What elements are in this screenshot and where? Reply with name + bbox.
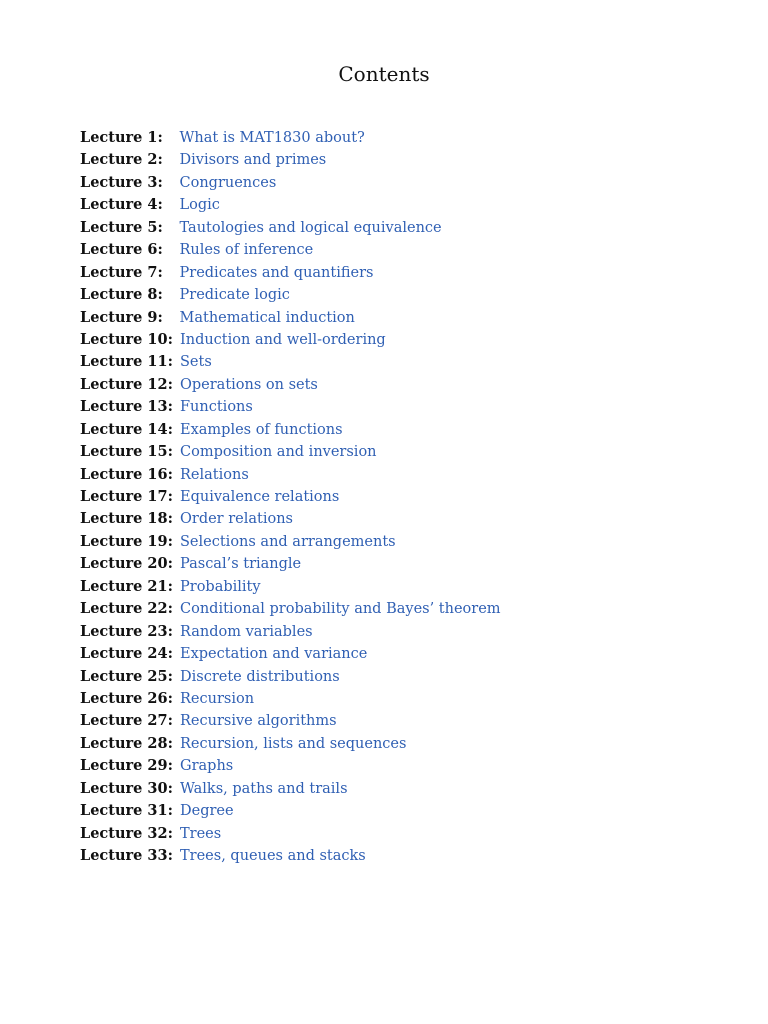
toc-entry-link[interactable]: Predicate logic [179,287,290,304]
toc-entry-link[interactable]: Equivalence relations [180,489,340,505]
toc-entry-link[interactable]: Trees [180,825,222,842]
toc-entry-label: Lecture 1: [80,129,163,146]
toc-entry-link[interactable]: Discrete distributions [180,668,340,685]
toc-entry-label: Lecture 31: [80,802,173,820]
toc-entry-label: Lecture 6: [80,241,163,259]
toc-entry-link[interactable]: Trees, queues and stacks [180,848,366,864]
toc-entry-label: Lecture 11: [80,353,173,371]
toc-entry-label: Lecture 13: [80,398,173,416]
page-title: Contents [338,62,430,86]
toc-entry-lecture-6 [80,239,501,261]
toc-entry-label: Lecture 28: [80,734,173,752]
toc-entry-link[interactable]: Conditional probability and Bayes’ theorem [180,601,501,618]
toc-entry-label: Lecture 4: [80,196,163,214]
toc-entry-lecture-5 [80,217,501,239]
toc-entry-link[interactable]: Mathematical induction [179,309,355,326]
toc-entry-lecture-11 [80,351,501,373]
toc-entry-link[interactable]: Recursive algorithms [180,713,337,730]
toc-entry-label: Lecture 26: [80,689,173,707]
toc-entry-link[interactable]: Functions [180,399,253,416]
toc-entry-link[interactable]: Rules of inference [179,242,314,259]
toc-entry-link[interactable]: Congruences [179,174,277,191]
toc-entry-label: Lecture 2: [80,151,163,169]
toc-entry-label: Lecture 21: [80,577,173,595]
toc-entry-label: Lecture 18: [80,510,173,528]
toc-entry-label: Lecture 32: [80,824,173,842]
toc-entry-lecture-26 [80,688,501,710]
toc-entry-label: Lecture 17: [80,488,173,505]
toc-entry-link[interactable]: Probability [180,578,261,595]
toc-entry-link[interactable]: Recursion [180,690,255,707]
toc-entry-lecture-2 [80,149,501,171]
toc-entry-lecture-27 [80,710,501,732]
toc-entry-link[interactable]: Tautologies and logical equivalence [179,219,442,236]
toc-entry-label: Lecture 12: [80,375,173,393]
toc-entry-lecture-21 [80,576,501,598]
toc-entry-lecture-13 [80,396,501,418]
toc-entry-lecture-17 [80,486,501,508]
toc-entry-link[interactable]: Relations [180,466,249,483]
toc-entry-lecture-15 [80,441,501,463]
toc-entry-label: Lecture 8: [80,286,163,304]
toc-entry-lecture-9 [80,307,501,329]
toc-entry-link[interactable]: Recursion, lists and sequences [180,735,407,752]
toc-entry-link[interactable]: Random variables [180,623,313,640]
toc-entry-lecture-31 [80,800,501,822]
toc-entry-label: Lecture 16: [80,465,173,483]
toc-entry-link[interactable]: Operations on sets [180,376,318,393]
toc-entry-link[interactable]: Logic [179,197,220,214]
toc-entry-lecture-10 [80,329,501,351]
toc-entry-link[interactable]: Induction and well-ordering [180,331,386,348]
toc-entry-label: Lecture 24: [80,645,173,663]
toc-entry-label: Lecture 20: [80,555,173,573]
toc-entry-label: Lecture 19: [80,532,173,550]
toc-entry-link[interactable]: Graphs [180,758,234,775]
toc-entry-label: Lecture 30: [80,779,173,797]
toc-entry-link[interactable]: Composition and inversion [180,444,377,461]
toc-entry-link[interactable]: Walks, paths and trails [180,780,348,797]
toc-entry-lecture-22 [80,598,501,620]
toc-entry-lecture-30 [80,778,501,800]
toc-entry-link[interactable]: Expectation and variance [180,646,368,663]
toc-entry-label: Lecture 29: [80,757,173,775]
toc-entry-link[interactable]: What is MAT1830 about? [179,130,365,146]
toc-entry-link[interactable]: Degree [180,803,234,820]
toc-entry-label: Lecture 9: [80,308,163,326]
toc-entry-lecture-18 [80,508,501,530]
toc-entry-lecture-12 [80,374,501,396]
toc-entry-link[interactable]: Selections and arrangements [180,533,396,550]
toc-entry-lecture-23 [80,621,501,643]
toc-entry-lecture-16 [80,464,501,486]
toc-entry-lecture-19 [80,531,501,553]
toc-entry-lecture-33 [80,845,501,867]
toc-entry-link[interactable]: Divisors and primes [179,152,327,169]
toc-entry-lecture-8 [80,284,501,306]
toc-entry-label: Lecture 10: [80,330,173,348]
toc-entry-label: Lecture 3: [80,173,163,191]
toc-entry-link[interactable]: Order relations [180,511,293,528]
toc-entry-lecture-29 [80,755,501,777]
toc-entry-lecture-25 [80,666,501,688]
toc-entry-link[interactable]: Examples of functions [180,421,343,438]
toc-entry-lecture-1 [80,127,501,149]
toc-entry-label: Lecture 27: [80,712,173,730]
toc-entry-link[interactable]: Predicates and quantifiers [179,264,374,281]
toc-entry-lecture-32 [80,823,501,845]
table-of-contents [80,127,501,867]
toc-entry-label: Lecture 25: [80,667,173,685]
toc-entry-label: Lecture 22: [80,600,173,618]
toc-entry-label: Lecture 23: [80,622,173,640]
toc-entry-label: Lecture 33: [80,847,173,864]
toc-entry-link[interactable]: Pascal’s triangle [180,556,302,573]
toc-entry-lecture-7 [80,262,501,284]
toc-entry-lecture-28 [80,733,501,755]
toc-entry-lecture-24 [80,643,501,665]
toc-entry-label: Lecture 14: [80,420,173,438]
toc-entry-lecture-4 [80,194,501,216]
toc-entry-link[interactable]: Sets [180,354,212,371]
toc-entry-lecture-3 [80,172,501,194]
toc-entry-lecture-14 [80,419,501,441]
toc-entry-label: Lecture 7: [80,263,163,281]
toc-entry-lecture-20 [80,553,501,575]
toc-entry-label: Lecture 15: [80,443,173,461]
toc-entry-label: Lecture 5: [80,218,163,236]
